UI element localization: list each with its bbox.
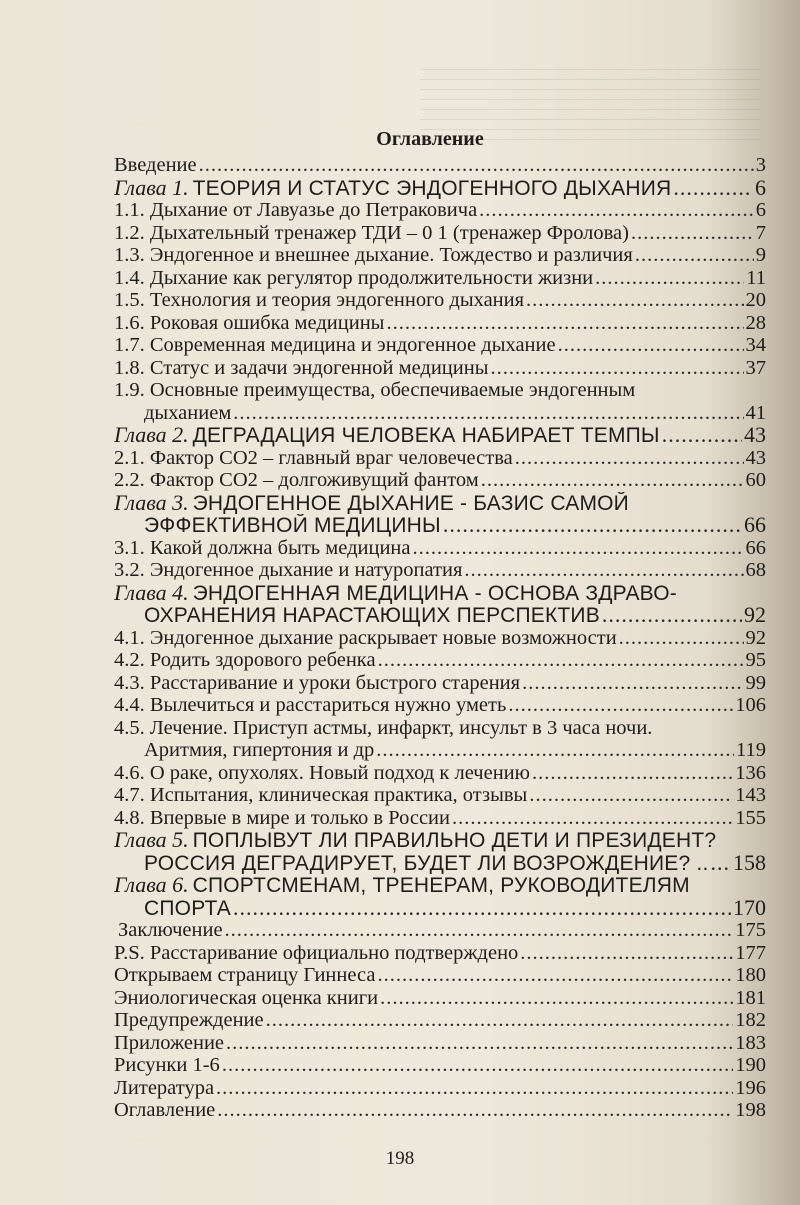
toc-entry [114, 154, 766, 177]
toc-entry-title: РОССИЯ ДЕГРАДИРУЕТ, БУДЕТ ЛИ ВОЗРОЖДЕНИЕ? .. [144, 851, 709, 874]
dot-leader [532, 762, 733, 785]
toc-entry-title: СПОРТСМЕНАМ, ТРЕНЕРАМ, РУКОВОДИТЕЛЯМ [192, 874, 690, 897]
toc-entry-title: 3.1. Какой должна быть медицина [114, 536, 411, 559]
toc-entry-title: Открываем страницу Гиннеса [114, 964, 376, 986]
dot-leader [225, 919, 734, 942]
toc-entry-title: 3.2. Эндогенное дыхание и натуропатия [114, 559, 463, 581]
toc-entry-title: ЭНДОГЕННОЕ ДЫХАНИЕ - БАЗИС САМОЙ [192, 491, 629, 514]
toc-entry-title: 1.7. Современная медицина и эндогенное дыхание [114, 334, 556, 356]
toc-entry-title: ТЕОРИЯ И СТАТУС ЭНДОГЕННОГО ДЫХАНИЯ [192, 176, 672, 199]
chapter-label: Глава 2. [114, 424, 189, 447]
toc-entry-page: 136 [735, 761, 766, 784]
toc-entry [114, 447, 766, 470]
toc-entry [114, 424, 766, 447]
page-title: Оглавление [376, 128, 484, 150]
toc-entry-page: 43 [744, 424, 766, 447]
toc-entry-page: 99 [745, 671, 766, 694]
toc-entry [114, 1077, 766, 1100]
toc-entry [114, 762, 766, 785]
toc-entry-title: Аритмия, гипертония и др [144, 739, 375, 761]
page-number: 198 [385, 1148, 415, 1169]
chapter-label: Глава 6. [114, 874, 189, 897]
dot-leader [635, 244, 754, 267]
toc-entry-page: 155 [735, 806, 766, 829]
toc-entry [114, 537, 766, 560]
toc-entry-page: 34 [745, 334, 766, 356]
toc-entry [114, 942, 766, 965]
toc-entry [114, 919, 766, 942]
dot-leader [222, 1054, 733, 1077]
toc-entry-page: 95 [745, 649, 766, 671]
toc-entry [114, 627, 766, 650]
toc-entry-page: 119 [736, 739, 766, 761]
toc-entry-title: ЭФФЕКТИВНОЙ МЕДИЦИНЫ [144, 514, 441, 537]
toc-entry-title: Литература [114, 1076, 215, 1099]
toc-entry-title: 1.5. Технология и теория эндогенного дыхания [114, 289, 525, 311]
toc-entry [114, 874, 766, 897]
toc-entry-page: 6 [755, 176, 766, 199]
toc-entry [114, 1009, 766, 1032]
dot-leader [526, 289, 743, 312]
toc-entry-title: 1.8. Статус и задачи эндогенной медицины [114, 356, 489, 379]
dot-leader [376, 739, 734, 762]
toc-entry-page: 170 [733, 896, 766, 919]
toc-entry [114, 717, 766, 740]
toc-entry-page: 190 [735, 1054, 766, 1076]
toc-entry-title: ОХРАНЕНИЯ НАРАСТАЮЩИХ ПЕРСПЕКТИВ [144, 604, 600, 627]
toc-entry [114, 784, 766, 807]
toc-entry-title: 4.6. О раке, опухолях. Новый подход к лечению [114, 761, 530, 784]
toc-entry [114, 334, 766, 357]
toc-entry [114, 829, 766, 852]
toc-entry [114, 357, 766, 380]
toc-entry-page: 11 [746, 266, 766, 289]
dot-leader [508, 694, 733, 717]
toc-entry [114, 672, 766, 695]
toc-entry-page: 175 [735, 919, 766, 941]
toc-entry-page: 43 [745, 446, 766, 469]
toc-entry-page: 7 [755, 221, 766, 244]
toc-entry-page: 60 [745, 469, 766, 491]
toc-entry-page: 182 [735, 1009, 766, 1031]
dot-leader [595, 267, 744, 290]
toc-entry [114, 1032, 766, 1055]
dot-leader [233, 402, 743, 425]
toc-entry-title: Эниологическая оценка книги [114, 986, 379, 1009]
toc-entry-title: 4.2. Родить здорового ребенка [114, 649, 376, 671]
toc-entry-title: 4.3. Расстаривание и уроки быстрого старения [114, 671, 521, 694]
toc-entry [114, 1054, 766, 1077]
chapter-label: Глава 4. [114, 581, 189, 604]
toc-entry-page: 180 [735, 964, 766, 986]
toc-entry [114, 177, 766, 200]
toc-entry-page: 196 [735, 1076, 766, 1099]
toc-entry-page: 143 [735, 784, 766, 806]
toc-entry [114, 492, 766, 515]
dot-leader [619, 627, 744, 650]
toc-entry-title: СПОРТА [144, 896, 231, 919]
toc-entry-page: 3 [755, 154, 766, 176]
dot-leader [266, 1009, 734, 1032]
dot-leader [529, 784, 733, 807]
toc-entry-title: 2.1. Фактор СО2 – главный враг человечества [114, 446, 513, 469]
toc-entry-title: Введение [114, 154, 197, 176]
toc-entry-page: 181 [735, 986, 766, 1009]
dot-leader [452, 807, 733, 830]
toc-entry [114, 964, 766, 987]
toc-entry-title: 4.7. Испытания, клиническая практика, отзывы [114, 784, 528, 806]
dot-leader [479, 199, 754, 222]
dot-leader [413, 537, 744, 560]
dot-leader [464, 559, 743, 582]
toc-entry [114, 582, 766, 605]
toc-entry [114, 312, 766, 335]
toc-entry [114, 604, 766, 627]
toc-entry [114, 379, 766, 402]
toc-entry-title: 4.8. Впервые в мире и только в России [114, 806, 450, 829]
dot-leader [378, 649, 744, 672]
toc-entry-title: 4.5. Лечение. Приступ астмы, инфаркт, инсульт в 3 часа ночи. [114, 716, 653, 739]
toc-entry [114, 402, 766, 425]
dot-leader [226, 1032, 733, 1055]
dot-leader [558, 334, 744, 357]
toc-entry-title: Предупреждение [114, 1009, 264, 1031]
table-of-contents [114, 154, 766, 1122]
dot-leader [515, 447, 744, 470]
toc-entry-title: дыханием [144, 401, 232, 424]
toc-entry [114, 1099, 766, 1122]
toc-entry-page: 183 [735, 1031, 766, 1054]
toc-entry-title: 1.2. Дыхательный тренажер ТДИ – 0 1 (тренажер Фролова) [114, 221, 629, 244]
toc-entry-title: Заключение [118, 919, 223, 941]
chapter-label: Глава 5. [114, 829, 189, 852]
toc-entry [114, 897, 766, 920]
dot-leader [386, 312, 743, 335]
toc-entry-title: 1.1. Дыхание от Лавуазье до Петраковича [114, 199, 478, 221]
toc-entry-title: 1.3. Эндогенное и внешнее дыхание. Тождество и различия [114, 244, 633, 266]
dot-leader [481, 469, 744, 492]
dot-leader [631, 222, 754, 245]
dot-leader [711, 852, 731, 875]
toc-entry [114, 852, 766, 875]
toc-entry [114, 649, 766, 672]
dot-leader [673, 177, 753, 200]
toc-entry-title: Рисунки 1-6 [114, 1054, 220, 1076]
toc-entry [114, 199, 766, 222]
toc-entry [114, 514, 766, 537]
dot-leader [380, 987, 733, 1010]
toc-entry-title: ДЕГРАДАЦИЯ ЧЕЛОВЕКА НАБИРАЕТ ТЕМПЫ [192, 424, 660, 447]
toc-entry-page: 158 [733, 851, 766, 874]
toc-entry-page: 66 [744, 514, 766, 537]
toc-entry-page: 177 [735, 941, 766, 964]
toc-entry-title: Оглавление [114, 1099, 216, 1121]
toc-entry [114, 739, 766, 762]
dot-leader [522, 672, 743, 695]
toc-entry [114, 469, 766, 492]
toc-entry-page: 20 [745, 289, 766, 311]
dot-leader [520, 942, 733, 965]
toc-entry-page: 9 [755, 244, 766, 266]
toc-entry-title: 4.4. Вылечиться и расстариться нужно уметь [114, 694, 507, 716]
dot-leader [443, 514, 742, 537]
dot-leader [233, 897, 731, 920]
toc-entry-title: 1.4. Дыхание как регулятор продолжительности жизни [114, 266, 594, 289]
dot-leader [216, 1077, 733, 1100]
toc-entry [114, 807, 766, 830]
dot-leader [662, 424, 742, 447]
dot-leader [217, 1099, 733, 1122]
toc-entry-page: 198 [735, 1099, 766, 1121]
toc-entry [114, 987, 766, 1010]
toc-entry-title: P.S. Расстаривание официально подтверждено [114, 941, 519, 964]
dot-leader [491, 357, 744, 380]
toc-entry-page: 6 [755, 199, 766, 221]
dot-leader [377, 964, 733, 987]
toc-entry-page: 37 [745, 356, 766, 379]
toc-entry-page: 68 [745, 559, 766, 581]
toc-entry [114, 244, 766, 267]
toc-entry-title: ПОПЛЫВУТ ЛИ ПРАВИЛЬНО ДЕТИ И ПРЕЗИДЕНТ? [192, 829, 717, 852]
toc-entry [114, 222, 766, 245]
toc-entry-title: 1.9. Основные преимущества, обеспечиваемые эндогенным [114, 379, 636, 401]
dot-leader [199, 154, 754, 177]
toc-entry-title: 2.2. Фактор СО2 – долгоживущий фантом [114, 469, 479, 491]
toc-entry-title: ЭНДОГЕННАЯ МЕДИЦИНА - ОСНОВА ЗДРАВО- [192, 581, 677, 604]
toc-entry-title: 1.6. Роковая ошибка медицины [114, 311, 385, 334]
toc-entry-page: 92 [745, 626, 766, 649]
toc-entry-title: 4.1. Эндогенное дыхание раскрывает новые возможности [114, 626, 617, 649]
chapter-label: Глава 3. [114, 491, 189, 514]
chapter-label: Глава 1. [114, 176, 189, 199]
toc-entry [114, 267, 766, 290]
dot-leader [602, 604, 742, 627]
toc-entry-page: 106 [735, 694, 766, 716]
toc-entry [114, 289, 766, 312]
toc-entry-page: 28 [745, 311, 766, 334]
toc-entry [114, 559, 766, 582]
toc-entry [114, 694, 766, 717]
toc-entry-page: 66 [745, 536, 766, 559]
toc-entry-page: 41 [745, 401, 766, 424]
toc-entry-title: Приложение [114, 1031, 225, 1054]
toc-entry-page: 92 [744, 604, 766, 627]
